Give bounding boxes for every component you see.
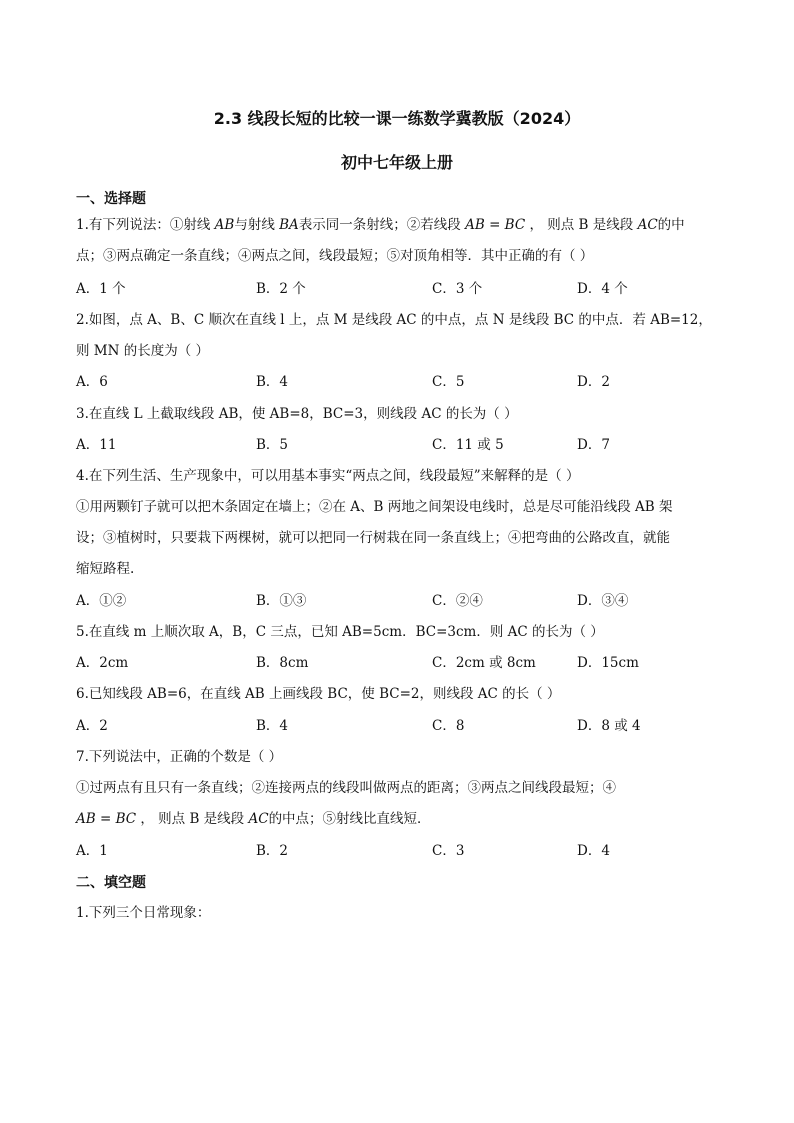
question-4-line-3: 设；③植树时，只要栽下两棵树，就可以把同一行树栽在同一条直线上；④把弯曲的公路改直，就能	[76, 530, 670, 546]
section-heading-fill: 二、填空题	[76, 875, 146, 891]
option-d: D．4	[577, 843, 610, 859]
question-6-line-1: 6.已知线段 AB=6，在直线 AB 上画线段 BC，使 BC=2，则线段 AC 的长（ ）	[76, 686, 561, 702]
question-1-line-2: 点；③两点确定一条直线；④两点之间，线段最短；⑤对顶角相等．其中正确的有（ ）	[76, 248, 594, 264]
option-c: C．2cm 或 8cm	[432, 655, 536, 671]
question-3-line-1: 3.在直线 L 上截取线段 AB，使 AB=8，BC=3，则线段 AC 的长为（ ）	[76, 406, 518, 422]
option-c: C．3 个	[432, 281, 483, 297]
option-b: B．①③	[256, 593, 307, 609]
option-a: A．2cm	[76, 655, 129, 671]
option-b: B．4	[256, 374, 289, 390]
question-7-line-3: AB = BC ， 则点 B 是线段 AC的中点；⑤射线比直线短．	[76, 811, 431, 827]
option-a: A．6	[76, 374, 108, 390]
option-b: B．8cm	[256, 655, 309, 671]
option-c: C．8	[432, 718, 465, 734]
option-a: A．2	[76, 718, 108, 734]
option-b: B．5	[256, 437, 289, 453]
fill-question-1-line-1: 1.下列三个日常现象：	[76, 905, 211, 921]
option-d: D．4 个	[577, 281, 628, 297]
option-a: A．1 个	[76, 281, 126, 297]
option-d: D．7	[577, 437, 610, 453]
question-7-line-1: 7.下列说法中，正确的个数是（ ）	[76, 749, 283, 765]
option-b: B．2 个	[256, 281, 306, 297]
option-d: D．③④	[577, 593, 629, 609]
option-b: B．2	[256, 843, 289, 859]
document-subtitle: 初中七年级上册	[340, 153, 453, 172]
question-4-line-1: 4.在下列生活、生产现象中，可以用基本事实“两点之间，线段最短”来解释的是（ ）	[76, 468, 580, 484]
option-a: A．11	[76, 437, 117, 453]
option-d: D．8 或 4	[577, 718, 641, 734]
option-c: C．3	[432, 843, 465, 859]
option-a: A．①②	[76, 593, 127, 609]
question-4-line-4: 缩短路程.	[76, 561, 135, 577]
question-1-line-1: 1.有下列说法：①射线 AB与射线 BA表示同一条射线；②若线段 AB = BC ， 则点 B 是线段 AC的中	[76, 217, 685, 233]
option-d: D．15cm	[577, 655, 639, 671]
option-b: B．4	[256, 718, 289, 734]
section-heading-choice: 一、选择题	[76, 191, 146, 207]
question-2-line-2: 则 MN 的长度为（ ）	[76, 343, 210, 359]
option-c: C．11 或 5	[432, 437, 504, 453]
option-c: C．②④	[432, 593, 483, 609]
option-c: C．5	[432, 374, 465, 390]
option-d: D．2	[577, 374, 610, 390]
question-2-line-1: 2.如图，点 A、B、C 顺次在直线 l 上，点 M 是线段 AC 的中点，点 N 是线段 BC 的中点．若 AB=12，	[76, 312, 712, 328]
question-5-line-1: 5.在直线 m 上顺次取 A，B，C 三点，已知 AB=5cm．BC=3cm．则 AC 的长为（ ）	[76, 624, 604, 640]
question-4-line-2: ①用两颗钉子就可以把木条固定在墙上；②在 A、B 两地之间架设电线时，总是尽可能沿线段 AB 架	[76, 499, 673, 515]
option-a: A．1	[76, 843, 108, 859]
question-7-line-2: ①过两点有且只有一条直线；②连接两点的线段叫做两点的距离；③两点之间线段最短；④	[76, 780, 616, 796]
document-title: 2.3 线段长短的比较一课一练数学冀教版（2024）	[213, 109, 581, 128]
